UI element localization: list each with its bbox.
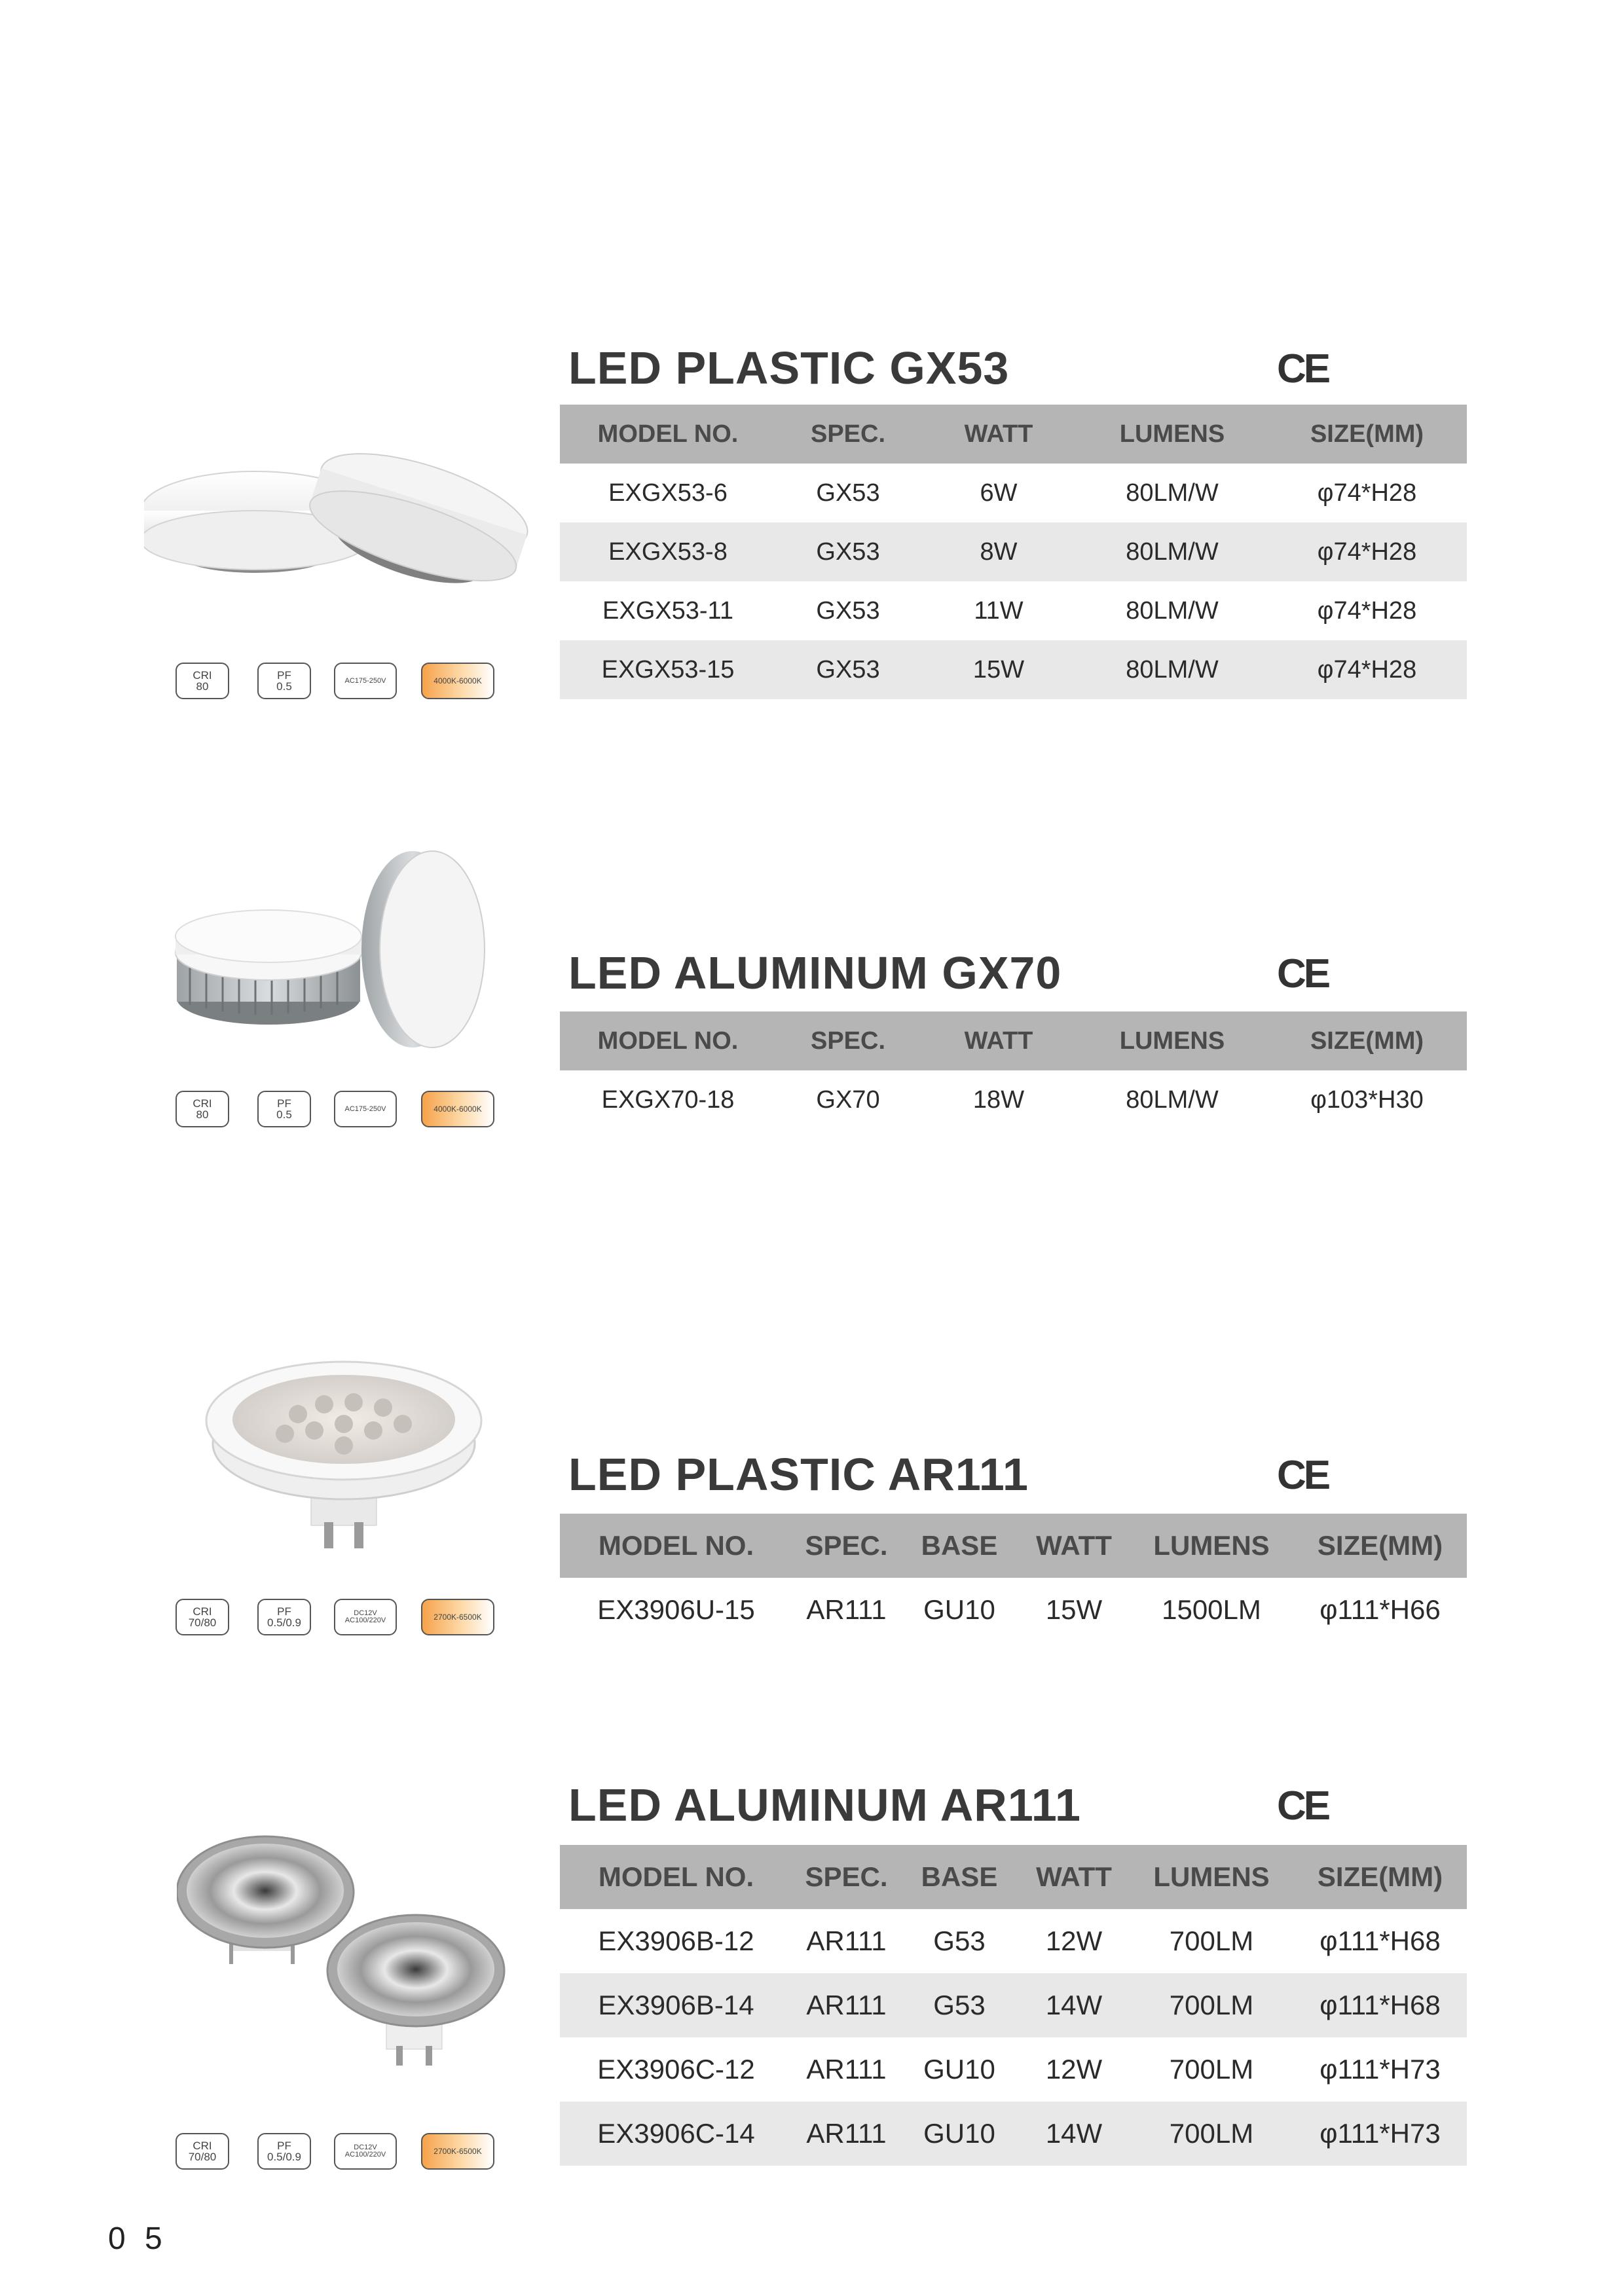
cell-lumens: 80LM/W xyxy=(1077,522,1267,581)
cell-spec: GX53 xyxy=(776,581,920,640)
cell-spec: AR111 xyxy=(792,1973,900,2037)
cell-lumens: 80LM/W xyxy=(1077,640,1267,699)
cell-size: φ111*H68 xyxy=(1293,1909,1467,1973)
cell-watt: 15W xyxy=(1018,1578,1130,1642)
header-lumens: LUMENS xyxy=(1130,1514,1293,1578)
cri-badge: CRI 70/80 xyxy=(175,1599,229,1635)
cell-spec: GX70 xyxy=(776,1070,920,1129)
header-size: SIZE(MM) xyxy=(1267,1011,1467,1070)
header-model-no: MODEL NO. xyxy=(560,1514,792,1578)
cell-spec: AR111 xyxy=(792,2037,900,2102)
header-base: BASE xyxy=(900,1514,1018,1578)
header-spec: SPEC. xyxy=(776,405,920,464)
table-header-row xyxy=(560,1514,1467,1578)
spec-table-gx70-aluminum xyxy=(560,1011,1467,1129)
pf-badge: PF 0.5 xyxy=(257,1091,311,1127)
color-temperature-badge: 4000K-6000K xyxy=(421,1091,494,1127)
voltage-badge: AC175-250V xyxy=(334,663,397,699)
product-title: LED PLASTIC GX53 xyxy=(568,342,1010,393)
cell-spec: AR111 xyxy=(792,2102,900,2166)
cell-size: φ74*H28 xyxy=(1267,522,1467,581)
cell-size: φ103*H30 xyxy=(1267,1070,1467,1129)
product-title: LED ALUMINUM GX70 xyxy=(568,947,1062,998)
ar111-plastic-lamp-photo xyxy=(193,1342,494,1558)
table-row xyxy=(560,1909,1467,1973)
header-size: SIZE(MM) xyxy=(1293,1514,1467,1578)
cell-lumens: 700LM xyxy=(1130,2037,1293,2102)
table-header-row xyxy=(560,1011,1467,1070)
cell-lumens: 80LM/W xyxy=(1077,464,1267,522)
table-row xyxy=(560,2102,1467,2166)
cell-watt: 8W xyxy=(920,522,1077,581)
cell-model-no: EX3906C-14 xyxy=(560,2102,792,2166)
ce-mark-icon: CE xyxy=(1277,1453,1329,1498)
product-title: LED PLASTIC AR111 xyxy=(568,1449,1029,1500)
cell-size: φ74*H28 xyxy=(1267,581,1467,640)
ce-mark-icon: CE xyxy=(1277,951,1329,996)
table-header-row xyxy=(560,1845,1467,1909)
color-temperature-badge: 2700K-6500K xyxy=(421,1599,494,1635)
header-base: BASE xyxy=(900,1845,1018,1909)
spec-table-ar111-plastic xyxy=(560,1514,1467,1642)
cell-model-no: EX3906B-12 xyxy=(560,1909,792,1973)
voltage-badge: DC12V AC100/220V xyxy=(334,1599,397,1635)
cell-watt: 11W xyxy=(920,581,1077,640)
cell-base: G53 xyxy=(900,1973,1018,2037)
table-header-row xyxy=(560,405,1467,464)
cell-base: GU10 xyxy=(900,2102,1018,2166)
header-watt: WATT xyxy=(1018,1514,1130,1578)
header-watt: WATT xyxy=(1018,1845,1130,1909)
header-lumens: LUMENS xyxy=(1077,405,1267,464)
header-model-no: MODEL NO. xyxy=(560,1845,792,1909)
cell-model-no: EX3906U-15 xyxy=(560,1578,792,1642)
spec-table-gx53-plastic xyxy=(560,405,1467,699)
color-temperature-badge: 2700K-6500K xyxy=(421,2133,494,2170)
cell-lumens: 700LM xyxy=(1130,2102,1293,2166)
voltage-badge: AC175-250V xyxy=(334,1091,397,1127)
color-temperature-badge: 4000K-6000K xyxy=(421,663,494,699)
product-title: LED ALUMINUM AR111 xyxy=(568,1779,1081,1831)
header-spec: SPEC. xyxy=(776,1011,920,1070)
cell-base: GU10 xyxy=(900,1578,1018,1642)
cell-lumens: 700LM xyxy=(1130,1909,1293,1973)
header-lumens: LUMENS xyxy=(1077,1011,1267,1070)
table-row xyxy=(560,2037,1467,2102)
cri-badge: CRI 80 xyxy=(175,1091,229,1127)
cell-size: φ74*H28 xyxy=(1267,640,1467,699)
cell-model-no: EXGX53-6 xyxy=(560,464,776,522)
cell-watt: 18W xyxy=(920,1070,1077,1129)
cell-lumens: 80LM/W xyxy=(1077,1070,1267,1129)
header-watt: WATT xyxy=(920,1011,1077,1070)
header-watt: WATT xyxy=(920,405,1077,464)
header-size: SIZE(MM) xyxy=(1267,405,1467,464)
cell-lumens: 80LM/W xyxy=(1077,581,1267,640)
cell-size: φ111*H73 xyxy=(1293,2037,1467,2102)
cell-size: φ74*H28 xyxy=(1267,464,1467,522)
pf-badge: PF 0.5/0.9 xyxy=(257,2133,311,2170)
cell-size: φ111*H68 xyxy=(1293,1973,1467,2037)
cell-watt: 6W xyxy=(920,464,1077,522)
cell-model-no: EXGX70-18 xyxy=(560,1070,776,1129)
pf-badge: PF 0.5/0.9 xyxy=(257,1599,311,1635)
cell-watt: 15W xyxy=(920,640,1077,699)
cell-spec: GX53 xyxy=(776,464,920,522)
gx53-plastic-lamp-photo xyxy=(144,439,537,602)
ce-mark-icon: CE xyxy=(1277,346,1329,392)
cell-spec: AR111 xyxy=(792,1578,900,1642)
cell-base: G53 xyxy=(900,1909,1018,1973)
cell-size: φ111*H66 xyxy=(1293,1578,1467,1642)
ce-mark-icon: CE xyxy=(1277,1783,1329,1829)
header-model-no: MODEL NO. xyxy=(560,405,776,464)
pf-badge: PF 0.5 xyxy=(257,663,311,699)
cell-size: φ111*H73 xyxy=(1293,2102,1467,2166)
header-lumens: LUMENS xyxy=(1130,1845,1293,1909)
cell-model-no: EX3906C-12 xyxy=(560,2037,792,2102)
cri-badge: CRI 80 xyxy=(175,663,229,699)
table-row xyxy=(560,522,1467,581)
cell-model-no: EXGX53-15 xyxy=(560,640,776,699)
ar111-aluminum-lamp-photo xyxy=(177,1833,530,2069)
table-row xyxy=(560,1070,1467,1129)
cell-watt: 14W xyxy=(1018,1973,1130,2037)
cell-model-no: EXGX53-8 xyxy=(560,522,776,581)
cell-base: GU10 xyxy=(900,2037,1018,2102)
table-row xyxy=(560,1578,1467,1642)
cell-spec: GX53 xyxy=(776,640,920,699)
header-size: SIZE(MM) xyxy=(1293,1845,1467,1909)
table-row xyxy=(560,581,1467,640)
spec-table-ar111-aluminum xyxy=(560,1845,1467,2166)
cell-lumens: 1500LM xyxy=(1130,1578,1293,1642)
cell-model-no: EXGX53-11 xyxy=(560,581,776,640)
header-model-no: MODEL NO. xyxy=(560,1011,776,1070)
cell-spec: GX53 xyxy=(776,522,920,581)
cri-badge: CRI 70/80 xyxy=(175,2133,229,2170)
page-number: 0 5 xyxy=(108,2221,168,2256)
table-row xyxy=(560,1973,1467,2037)
cell-watt: 14W xyxy=(1018,2102,1130,2166)
header-spec: SPEC. xyxy=(792,1845,900,1909)
gx70-aluminum-lamp-photo xyxy=(170,845,511,1061)
table-row xyxy=(560,640,1467,699)
cell-spec: AR111 xyxy=(792,1909,900,1973)
cell-watt: 12W xyxy=(1018,2037,1130,2102)
voltage-badge: DC12V AC100/220V xyxy=(334,2133,397,2170)
cell-model-no: EX3906B-14 xyxy=(560,1973,792,2037)
header-spec: SPEC. xyxy=(792,1514,900,1578)
table-row xyxy=(560,464,1467,522)
cell-watt: 12W xyxy=(1018,1909,1130,1973)
cell-lumens: 700LM xyxy=(1130,1973,1293,2037)
